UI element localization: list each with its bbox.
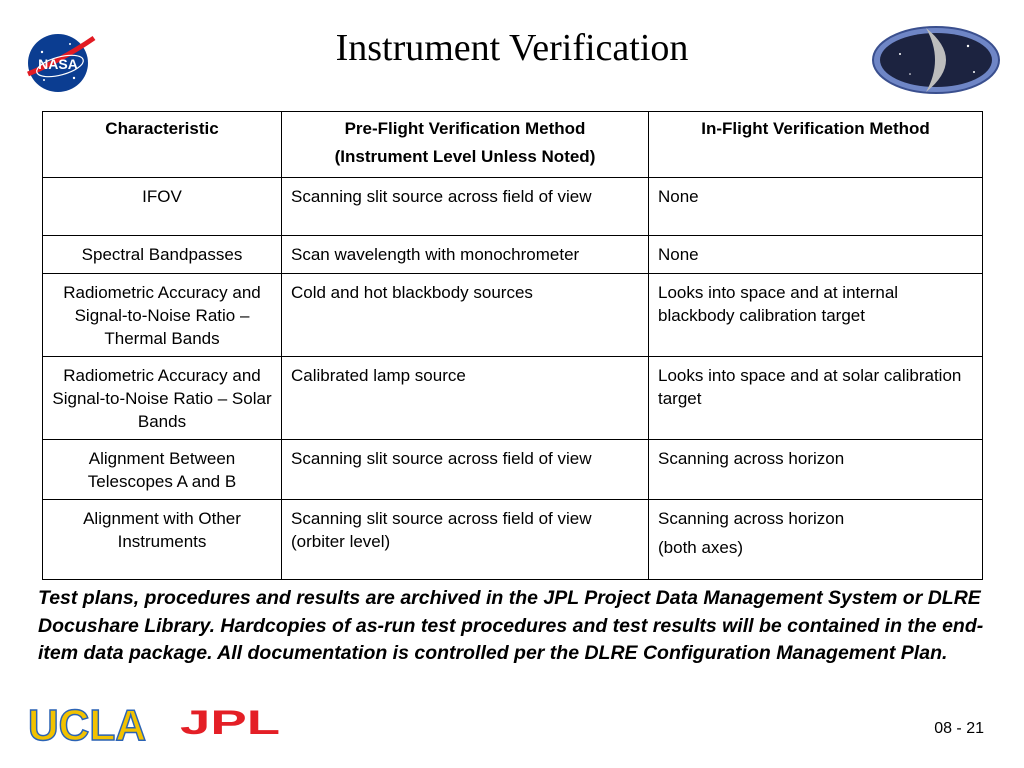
cell-inflight: None xyxy=(649,178,983,236)
table-row xyxy=(43,178,983,236)
table-header-row xyxy=(43,112,983,178)
header-preflight-line1: Pre-Flight Verification Method xyxy=(344,119,586,138)
table-row xyxy=(43,357,983,440)
cell-preflight: Scanning slit source across field of view (orbiter level) xyxy=(282,500,649,580)
header-preflight-line2: (Instrument Level Unless Noted) xyxy=(334,147,596,166)
header-characteristic: Characteristic xyxy=(43,112,282,178)
page-number: 08 - 21 xyxy=(934,720,984,737)
cell-preflight: Scan wavelength with monochrometer xyxy=(282,236,649,274)
cell-characteristic: Alignment Between Telescopes A and B xyxy=(43,440,282,500)
table-row xyxy=(43,236,983,274)
ucla-logo xyxy=(26,700,150,746)
ucla-logo-text: UCLA xyxy=(28,701,146,746)
cell-inflight-line1: Scanning across horizon xyxy=(658,509,845,528)
verification-table xyxy=(42,111,983,580)
cell-preflight: Calibrated lamp source xyxy=(282,357,649,440)
cell-characteristic: Radiometric Accuracy and Signal-to-Noise Ratio – Solar Bands xyxy=(43,357,282,440)
nasa-logo-text: NASA xyxy=(38,56,78,72)
cell-inflight: Scanning across horizon xyxy=(649,440,983,500)
archive-note: Test plans, procedures and results are archived in the JPL Project Data Management System or DLRE Docushare Library. Hardcopies of as-run test procedures and test results will be contained in the end-item data package. All documentation is controlled per the DLRE Configuration Management Plan. xyxy=(38,587,984,664)
cell-inflight: Looks into space and at solar calibration target xyxy=(649,357,983,440)
jpl-logo xyxy=(176,704,286,740)
cell-inflight-line2: (both axes) xyxy=(658,538,744,557)
cell-characteristic: Radiometric Accuracy and Signal-to-Noise Ratio – Thermal Bands xyxy=(43,274,282,357)
table-row xyxy=(43,274,983,357)
cell-inflight xyxy=(649,500,983,580)
cell-characteristic: Alignment with Other Instruments xyxy=(43,500,282,580)
cell-inflight: None xyxy=(649,236,983,274)
cell-preflight: Scanning slit source across field of view xyxy=(282,440,649,500)
header-inflight: In-Flight Verification Method xyxy=(649,112,983,178)
table-row xyxy=(43,500,983,580)
cell-preflight: Scanning slit source across field of view xyxy=(282,178,649,236)
page-title: Instrument Verification xyxy=(335,27,689,69)
dlre-moon-logo xyxy=(870,24,1002,96)
cell-inflight: Looks into space and at internal blackbody calibration target xyxy=(649,274,983,357)
cell-characteristic: IFOV xyxy=(43,178,282,236)
table-row xyxy=(43,440,983,500)
jpl-logo-text: JPL xyxy=(180,704,280,740)
cell-preflight: Cold and hot blackbody sources xyxy=(282,274,649,357)
header-preflight xyxy=(282,112,649,178)
cell-characteristic: Spectral Bandpasses xyxy=(43,236,282,274)
